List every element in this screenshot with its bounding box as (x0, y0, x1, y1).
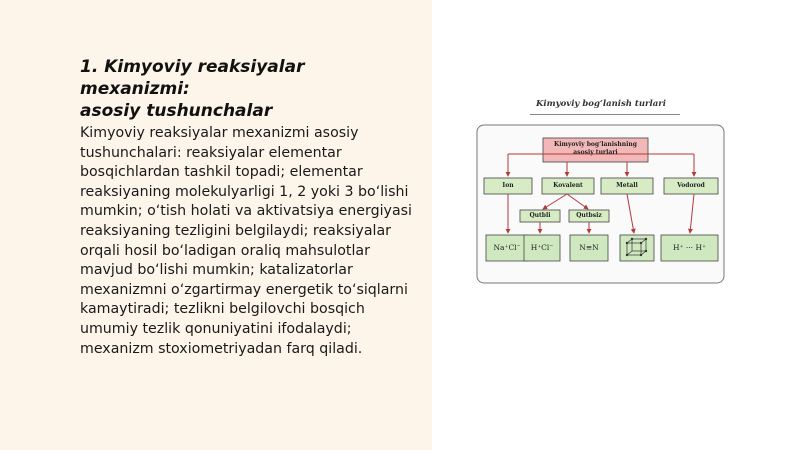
example-label-qutbli: H⁺Cl⁻ (530, 243, 554, 252)
slide-title (80, 56, 420, 122)
diagram-title: Kimyoviy bog‘lanish turlari (536, 99, 666, 109)
diagram-graphics (470, 96, 732, 292)
root-box-label (543, 141, 648, 157)
subtype-label-qutbli: Qutbli (529, 212, 551, 219)
bond-types-diagram (470, 96, 732, 292)
slide-title-line-2: asosiy tushunchalar (80, 101, 273, 121)
slide-body-text: Kimyoviy reaksiyalar mexanizmi asosiy tushunchalari: reaksiyalar elementar bosqichlardan tashkil topadi; elementar reaksiyaning molekulyarligi 1, 2 yoki 3 bo‘lishi mumkin; o‘tish holati va aktivatsiya energiyasi reaksiyaning tezligini belgilaydi; reaksiyalar orqali hosil bo‘ladigan oraliq mahsulotlar mavjud bo‘lishi mumkin; katalizatorlar mexanizmni o‘zgartirmay energetik to‘siqlarni kamaytiradi; tezlikni belgilovchi bosqich umumiy tezlik qonuniyatini ifodalaydi; mexanizm stoxiometriyadan farq qiladi. (80, 125, 412, 357)
category-label-metall: Metall (616, 182, 638, 189)
category-label-kovalent: Kovalent (553, 182, 583, 189)
root-label-line-1: Kimyoviy bog‘lanishning (554, 141, 637, 148)
example-label-vodorod: H⁺ ··· H⁺ (673, 243, 706, 252)
subtype-label-qutbsiz: Qutbsiz (576, 212, 602, 219)
slide-title-line-1: 1. Kimyoviy reaksiyalar mexanizmi: (80, 57, 305, 99)
category-label-vodorod: Vodorod (677, 182, 705, 189)
example-label-qutbsiz: N≡N (579, 243, 599, 252)
example-label-ion: Na⁺Cl⁻ (493, 243, 521, 252)
root-label-line-2: asosiy turlari (573, 149, 618, 156)
category-label-ion: Ion (502, 182, 514, 189)
